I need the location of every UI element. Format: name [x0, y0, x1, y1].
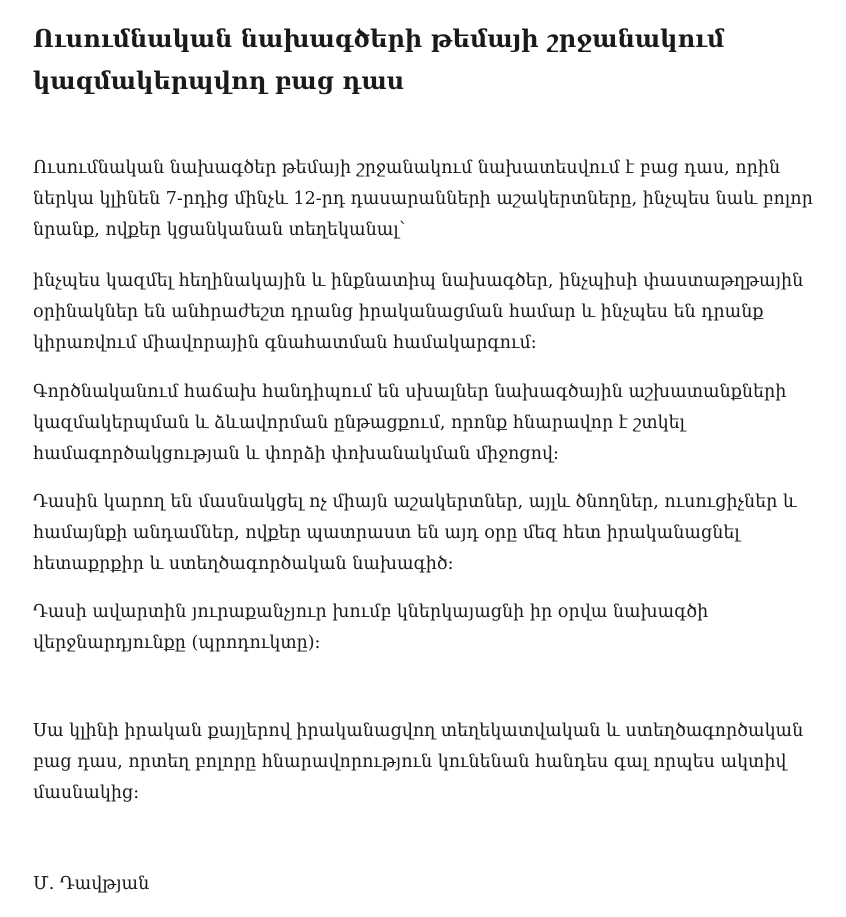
- title-line: Ուսումնական նախագծերի թեմայի շրջանակում: [33, 24, 725, 53]
- paragraph-how-to: [33, 266, 803, 359]
- text-line: օրինակներ են անհրաժեշտ դրանց իրականացման համար և ինչպես են դրանք: [33, 302, 764, 322]
- author-signature: Մ. Դավթյան: [33, 874, 150, 894]
- text-line: Դասին կարող են մասնակցել ոչ միայն աշակերտներ, այլև ծնողներ, ուսուցիչներ և: [33, 492, 797, 512]
- text-line: Գործնականում հաճախ հանդիպում են սխալներ նախագծային աշխատանքների: [33, 382, 787, 402]
- text-line: Ուսումնական նախագծեր թեմայի շրջանակում նախատեսվում է բաց դաս, որին: [33, 158, 781, 178]
- text-line: մասնակից:: [33, 783, 140, 803]
- text-line: հետաքրքիր և ստեղծագործական նախագիծ:: [33, 554, 454, 574]
- text-line: ներկա կլինեն 7-րդից մինչև 12-րդ դասարանների աշակերտները, ինչպես նաև բոլոր: [33, 189, 813, 209]
- paragraph-participants: [33, 487, 797, 580]
- paragraph-results: [33, 597, 708, 659]
- document-title: [33, 18, 724, 102]
- text-line: համագործակցության և փորձի փոխանակման միջոցով:: [33, 444, 559, 464]
- text-line: վերջնարդյունքը (պրոդուկտը):: [33, 633, 321, 653]
- text-line: կազմակերպման և ձևավորման ընթացքում, որոնք հնարավոր է շտկել: [33, 413, 685, 433]
- text-line: նրանք, ովքեր կցանկանան տեղեկանալ՝: [33, 220, 406, 240]
- text-line: ինչպես կազմել հեղինակային և ինքնատիպ նախագծեր, ինչպիսի փաստաթղթային: [33, 271, 804, 291]
- text-line: Սա կլինի իրական քայլերով իրականացվող տեղեկատվական և ստեղծագործական: [33, 721, 804, 741]
- paragraph-conclusion: [33, 716, 803, 809]
- text-line: Դասի ավարտին յուրաքանչյուր խումբ կներկայացնի իր օրվա նախագծի: [33, 602, 709, 622]
- text-line: համայնքի անդամներ, ովքեր պատրաստ են այդ օրը մեզ հետ իրականացնել: [33, 523, 740, 543]
- paragraph-intro: [33, 153, 813, 246]
- text-line: կիրառվում միավորային գնահատման համակարգում:: [33, 333, 537, 353]
- text-line: բաց դաս, որտեղ բոլորը հնարավորություն կունենան հանդես գալ որպես ակտիվ: [33, 752, 787, 772]
- title-line: կազմակերպվող բաց դաս: [33, 66, 405, 95]
- paragraph-mistakes: [33, 377, 786, 470]
